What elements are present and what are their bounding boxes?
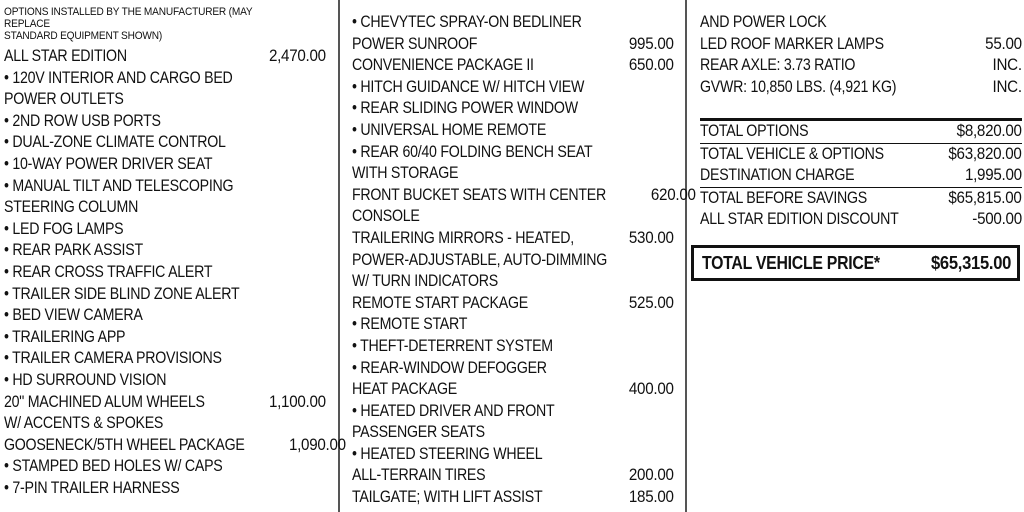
option-text: • TRAILER CAMERA PROVISIONS — [4, 349, 222, 368]
option-text: • REMOTE START — [352, 315, 468, 334]
summary-amount: 1,995.00 — [965, 166, 1022, 184]
option-line — [0, 197, 339, 219]
summary-row-total-before-savings — [700, 188, 1022, 210]
option-text: POWER SUNROOF — [352, 34, 478, 53]
option-line — [340, 185, 697, 207]
summary-amount: -500.00 — [972, 210, 1022, 228]
total-vehicle-price-box — [691, 245, 1020, 281]
option-line — [340, 142, 686, 164]
option-text: STEERING COLUMN — [4, 198, 139, 217]
summary-row-discount — [700, 209, 1022, 231]
options-header-line-2: STANDARD EQUIPMENT SHOWN) — [4, 30, 163, 42]
option-text: 20" MACHINED ALUM WHEELS — [4, 392, 205, 411]
option-line — [687, 34, 1024, 56]
option-text: • REAR SLIDING POWER WINDOW — [352, 99, 578, 118]
total-price-amount: $65,315.00 — [930, 252, 1011, 273]
option-line — [0, 262, 339, 284]
option-line — [0, 413, 339, 435]
option-text: • REAR PARK ASSIST — [4, 241, 143, 260]
options-column-1 — [0, 0, 346, 512]
option-line — [340, 401, 686, 423]
option-text: ALL STAR EDITION — [4, 47, 127, 65]
summary-row-destination-charge — [700, 165, 1022, 188]
option-text: TAILGATE; WITH LIFT ASSIST — [352, 488, 543, 507]
option-line — [340, 422, 686, 444]
option-text: • REAR 60/40 FOLDING BENCH SEAT — [352, 142, 593, 161]
option-line — [340, 206, 686, 228]
option-line — [340, 12, 686, 34]
option-line — [0, 154, 339, 176]
option-text: • TRAILERING APP — [4, 327, 126, 346]
option-line — [340, 444, 686, 466]
option-text: GOOSENECK/5TH WHEEL PACKAGE — [4, 435, 245, 454]
option-text: POWER OUTLETS — [4, 90, 124, 109]
option-line — [340, 293, 686, 315]
option-text: • 7-PIN TRAILER HARNESS — [4, 478, 180, 497]
option-text: • UNIVERSAL HOME REMOTE — [352, 120, 547, 139]
option-line — [340, 77, 686, 99]
option-price: 620.00 — [651, 185, 697, 204]
total-price-label: TOTAL VEHICLE PRICE* — [702, 252, 880, 273]
option-text: CONVENIENCE PACKAGE II — [352, 56, 534, 75]
option-line — [340, 120, 686, 142]
option-text: • BED VIEW CAMERA — [4, 306, 143, 325]
option-text: • TRAILER SIDE BLIND ZONE ALERT — [4, 284, 240, 303]
option-line — [0, 435, 346, 457]
option-line — [0, 46, 339, 68]
option-price: 55.00 — [985, 34, 1022, 53]
option-price: 995.00 — [629, 34, 674, 53]
summary-label: DESTINATION CHARGE — [700, 166, 855, 184]
summary-amount: $65,815.00 — [948, 188, 1022, 207]
summary-row-total-options — [700, 118, 1022, 144]
option-list — [0, 46, 346, 499]
option-line — [0, 456, 339, 478]
option-list — [687, 12, 1024, 98]
option-text: • CHEVYTEC SPRAY-ON BEDLINER — [352, 13, 582, 31]
option-price: 400.00 — [629, 380, 674, 399]
option-text: POWER-ADJUSTABLE, AUTO-DIMMING — [352, 250, 608, 269]
option-text: PASSENGER SEATS — [352, 423, 485, 442]
option-line — [0, 305, 339, 327]
options-header-line-1: OPTIONS INSTALLED BY THE MANUFACTURER (MAY REPLACE — [4, 6, 253, 30]
option-line — [0, 89, 339, 111]
summary-row-total-vehicle-options — [700, 144, 1022, 166]
option-line — [0, 370, 339, 392]
option-text: W/ TURN INDICATORS — [352, 272, 498, 291]
option-text: GVWR: 10,850 LBS. (4,921 KG) — [700, 77, 897, 96]
option-price: 1,100.00 — [269, 392, 326, 411]
option-price: 185.00 — [629, 488, 674, 507]
option-text: • 10-WAY POWER DRIVER SEAT — [4, 154, 213, 173]
option-line — [0, 284, 339, 306]
option-text: • HEATED STEERING WHEEL — [352, 444, 543, 463]
option-text: • 120V INTERIOR AND CARGO BED — [4, 68, 233, 87]
price-summary — [700, 118, 1022, 231]
option-text: • STAMPED BED HOLES W/ CAPS — [4, 457, 223, 476]
option-line — [0, 176, 339, 198]
option-text: WITH STORAGE — [352, 164, 459, 183]
options-column-2 — [340, 0, 697, 512]
option-line — [340, 163, 686, 185]
option-text: TRAILERING MIRRORS - HEATED, — [352, 228, 574, 247]
option-line — [0, 68, 339, 90]
summary-label: TOTAL OPTIONS — [700, 122, 809, 140]
option-line — [340, 98, 686, 120]
option-line — [687, 77, 1024, 99]
option-price: INC. — [992, 77, 1022, 96]
option-text: CONSOLE — [352, 207, 420, 226]
option-text: • 2ND ROW USB PORTS — [4, 111, 161, 130]
option-line — [0, 478, 339, 500]
option-list — [340, 12, 697, 509]
option-line — [0, 392, 339, 414]
option-text: REMOTE START PACKAGE — [352, 293, 528, 312]
option-line — [340, 55, 686, 77]
options-header — [4, 6, 298, 42]
option-text: • REAR-WINDOW DEFOGGER — [352, 358, 547, 377]
option-text: LED ROOF MARKER LAMPS — [700, 34, 884, 53]
option-price: 2,470.00 — [269, 47, 326, 65]
option-text: • HITCH GUIDANCE W/ HITCH VIEW — [352, 77, 585, 96]
option-line — [0, 111, 339, 133]
summary-label: TOTAL VEHICLE & OPTIONS — [700, 144, 884, 163]
option-line — [340, 379, 686, 401]
option-text: • LED FOG LAMPS — [4, 219, 124, 238]
option-text: FRONT BUCKET SEATS WITH CENTER — [352, 185, 607, 204]
option-line — [0, 327, 339, 349]
option-text: ALL-TERRAIN TIRES — [352, 466, 486, 485]
option-text: • MANUAL TILT AND TELESCOPING — [4, 176, 234, 195]
option-line — [0, 240, 339, 262]
option-text: • THEFT-DETERRENT SYSTEM — [352, 336, 553, 355]
option-text: W/ ACCENTS & SPOKES — [4, 414, 164, 433]
option-price: 200.00 — [629, 466, 674, 485]
summary-label: TOTAL BEFORE SAVINGS — [700, 188, 868, 207]
summary-amount: $63,820.00 — [948, 144, 1022, 163]
option-line — [0, 219, 339, 241]
option-line — [340, 314, 686, 336]
option-line — [340, 487, 686, 509]
option-line — [0, 348, 339, 370]
option-line — [340, 358, 686, 380]
option-line — [687, 55, 1024, 77]
option-text: • HD SURROUND VISION — [4, 370, 167, 389]
option-text: HEAT PACKAGE — [352, 380, 457, 399]
option-price: 650.00 — [629, 56, 674, 75]
option-price: 525.00 — [629, 293, 674, 312]
option-line — [340, 228, 686, 250]
summary-amount: $8,820.00 — [956, 122, 1022, 140]
option-text: • HEATED DRIVER AND FRONT — [352, 401, 555, 420]
option-text: • REAR CROSS TRAFFIC ALERT — [4, 262, 213, 281]
summary-label: ALL STAR EDITION DISCOUNT — [700, 210, 899, 228]
option-line — [687, 12, 1024, 34]
option-line — [340, 271, 686, 293]
option-line — [340, 250, 686, 272]
option-text: REAR AXLE: 3.73 RATIO — [700, 56, 856, 75]
option-price: INC. — [992, 56, 1022, 75]
option-line — [340, 336, 686, 358]
option-text: AND POWER LOCK — [700, 13, 827, 31]
option-line — [340, 465, 686, 487]
option-line — [340, 34, 686, 56]
option-price: 530.00 — [629, 228, 674, 247]
option-line — [0, 132, 339, 154]
option-text: • DUAL-ZONE CLIMATE CONTROL — [4, 133, 226, 152]
option-price: 1,090.00 — [288, 435, 346, 454]
